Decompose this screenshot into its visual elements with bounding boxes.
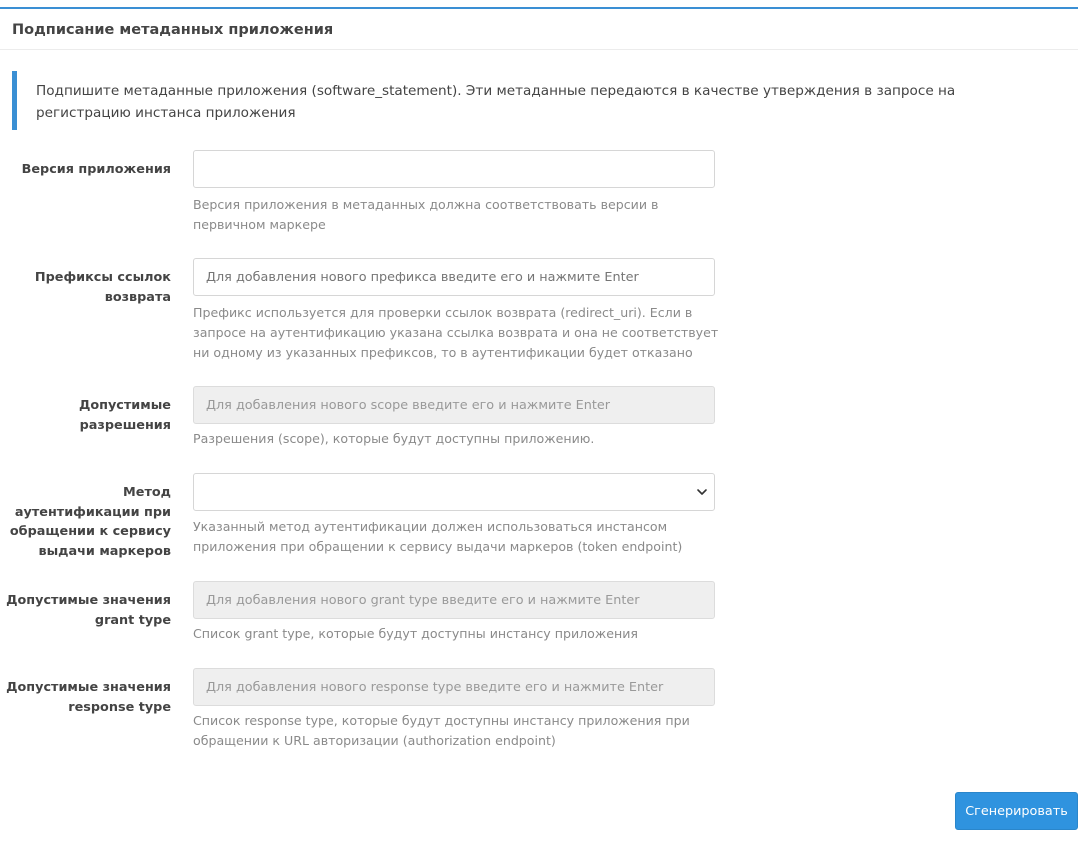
generate-button[interactable]: Сгенерировать bbox=[955, 792, 1078, 830]
grant-types-help: Список grant type, которые будут доступны инстансу приложения bbox=[193, 626, 638, 641]
info-callout-text: Подпишите метаданные приложения (software_statement). Эти метаданные передаются в качестве утверждения в запросе на регистрацию инстанса приложения bbox=[36, 83, 956, 121]
response-types-label: Допустимые значения response type bbox=[6, 680, 171, 715]
token-auth-method-select[interactable] bbox=[193, 473, 715, 511]
token-auth-method-label: Метод аутентификации при обращении к сервису выдачи маркеров bbox=[9, 485, 171, 559]
app-version-label: Версия приложения bbox=[21, 162, 171, 177]
scopes-input: Для добавления нового scope введите его и нажмите Enter bbox=[193, 386, 715, 424]
grant-types-input: Для добавления нового grant type введите его и нажмите Enter bbox=[193, 581, 715, 619]
panel-title: Подписание метаданных приложения bbox=[12, 22, 334, 38]
app-version-help: Версия приложения в метаданных должна соответствовать версии в первичном маркере bbox=[193, 197, 659, 232]
grant-types-label: Допустимые значения grant type bbox=[6, 593, 171, 628]
redirect-prefixes-help: Префикс используется для проверки ссылок возврата (redirect_uri). Если в запросе на аутентификацию указана ссылка возврата и она не соответствует ни одному из указанных префиксов, то в аутентификации будет отказано bbox=[193, 305, 719, 360]
response-types-input: Для добавления нового response type введите его и нажмите Enter bbox=[193, 668, 715, 706]
info-callout bbox=[12, 71, 1078, 130]
panel-title-divider bbox=[0, 49, 1078, 50]
scopes-label: Допустимые разрешения bbox=[78, 398, 171, 433]
redirect-prefixes-input[interactable] bbox=[193, 258, 715, 296]
chevron-down-icon bbox=[695, 485, 709, 499]
scopes-help: Разрешения (scope), которые будут доступны приложению. bbox=[193, 431, 595, 446]
token-auth-method-help: Указанный метод аутентификации должен использоваться инстансом приложения при обращении к сервису выдачи маркеров (token endpoint) bbox=[193, 519, 683, 554]
redirect-prefixes-label: Префиксы ссылок возврата bbox=[34, 270, 171, 305]
response-types-help: Список response type, которые будут доступны инстансу приложения при обращении к URL авторизации (authorization endpoint) bbox=[193, 713, 690, 748]
panel-top-border bbox=[0, 7, 1078, 9]
app-version-input[interactable] bbox=[193, 150, 715, 188]
